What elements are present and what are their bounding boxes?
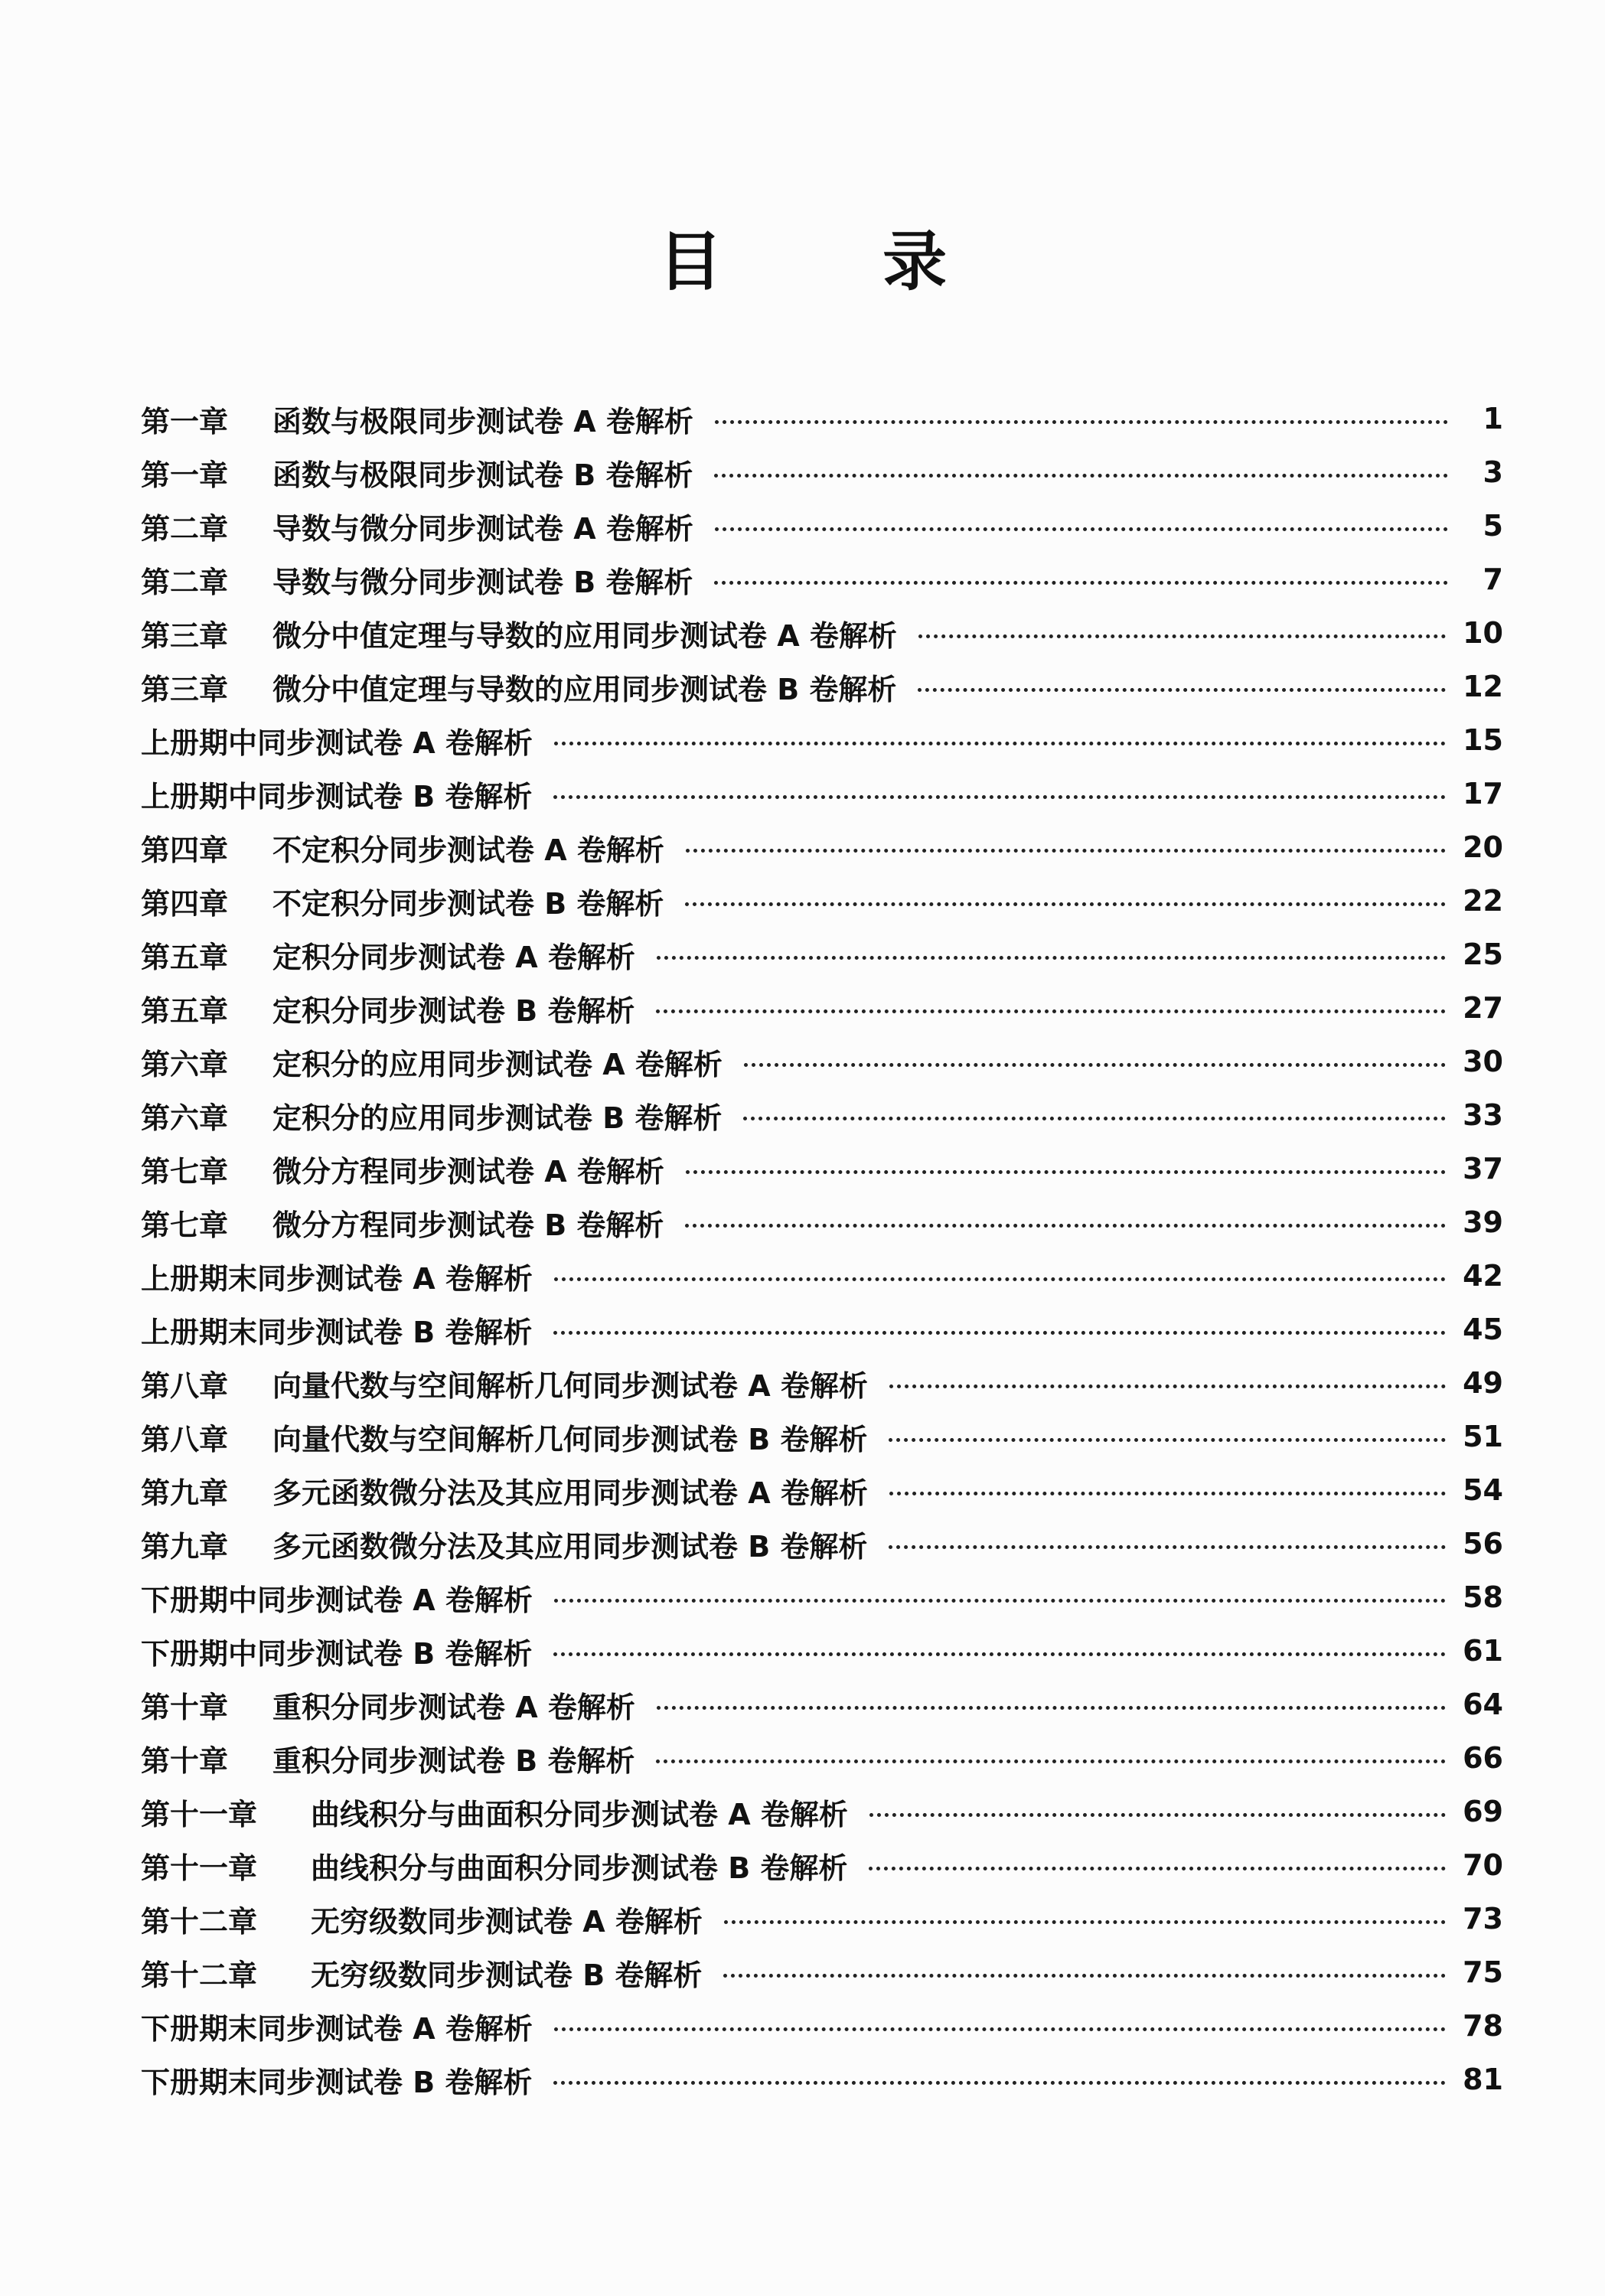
toc-entry-page-number: 58 [1463, 1580, 1503, 1614]
dot-leader [889, 1492, 1446, 1495]
toc-entry-chapter: 第十一章 [141, 1851, 258, 1885]
toc-entry-chapter: 第十二章 [141, 1958, 258, 1992]
dot-leader [553, 2081, 1446, 2085]
toc-entry-title: 微分中值定理与导数的应用同步测试卷 B 卷解析 [272, 672, 897, 706]
toc-entry-title: 多元函数微分法及其应用同步测试卷 A 卷解析 [272, 1476, 868, 1510]
toc-entry-page-number: 64 [1463, 1688, 1503, 1721]
toc-entry-page-number: 33 [1463, 1098, 1503, 1132]
toc-entry-title: 重积分同步测试卷 A 卷解析 [272, 1690, 635, 1724]
toc-entry-page-number: 1 [1483, 402, 1503, 435]
dot-leader [553, 795, 1446, 799]
toc-entry[interactable] [141, 1356, 1503, 1410]
dot-leader [715, 420, 1448, 424]
toc-entry[interactable] [141, 1463, 1503, 1517]
toc-entry[interactable] [141, 1570, 1503, 1624]
toc-entry-title: 曲线积分与曲面积分同步测试卷 B 卷解析 [311, 1851, 848, 1885]
toc-entry-chapter: 第五章 [141, 940, 229, 974]
toc-entry-title: 下册期末同步测试卷 B 卷解析 [141, 2065, 533, 2099]
toc-entry[interactable] [141, 1410, 1503, 1463]
toc-entry-chapter: 第十二章 [141, 1904, 258, 1939]
toc-entry[interactable] [141, 1517, 1503, 1570]
toc-entry[interactable] [141, 1035, 1503, 1088]
toc-entry-title: 下册期中同步测试卷 B 卷解析 [141, 1636, 533, 1671]
toc-entry-title: 向量代数与空间解析几何同步测试卷 A 卷解析 [272, 1368, 868, 1403]
dot-leader [656, 1760, 1446, 1763]
toc-entry-page-number: 70 [1463, 1848, 1503, 1882]
dot-leader [685, 902, 1446, 906]
toc-entry[interactable] [141, 981, 1503, 1035]
toc-entry-page-number: 7 [1483, 563, 1503, 596]
toc-entry-title: 微分方程同步测试卷 B 卷解析 [272, 1208, 664, 1242]
toc-entry-title: 函数与极限同步测试卷 B 卷解析 [272, 458, 693, 492]
toc-entry-title: 不定积分同步测试卷 A 卷解析 [272, 833, 664, 867]
dot-leader [554, 2027, 1446, 2031]
dot-leader [657, 1706, 1446, 1710]
toc-entry[interactable] [141, 499, 1503, 553]
toc-entry[interactable] [141, 1195, 1503, 1249]
toc-entry[interactable] [141, 874, 1503, 928]
toc-entry[interactable] [141, 553, 1503, 606]
toc-entry-page-number: 78 [1463, 2009, 1503, 2043]
dot-leader [657, 956, 1446, 960]
toc-entry-title: 微分中值定理与导数的应用同步测试卷 A 卷解析 [272, 618, 897, 653]
toc-entry[interactable] [141, 1249, 1503, 1303]
toc-entry-title: 无穷级数同步测试卷 A 卷解析 [311, 1904, 703, 1939]
toc-entry-title: 多元函数微分法及其应用同步测试卷 B 卷解析 [272, 1529, 868, 1564]
toc-entry-page-number: 49 [1463, 1366, 1503, 1400]
toc-entry-page-number: 66 [1463, 1741, 1503, 1775]
toc-entry-title: 导数与微分同步测试卷 B 卷解析 [272, 565, 693, 599]
dot-leader [554, 1277, 1446, 1281]
toc-entry-page-number: 20 [1463, 830, 1503, 864]
toc-entry-page-number: 27 [1463, 991, 1503, 1025]
toc-entry-page-number: 73 [1463, 1902, 1503, 1936]
toc-entry[interactable] [141, 713, 1503, 767]
dot-leader [715, 527, 1448, 531]
toc-entry-page-number: 45 [1463, 1313, 1503, 1346]
toc-entry-chapter: 第三章 [141, 672, 229, 706]
toc-entry-chapter: 第十章 [141, 1743, 229, 1778]
toc-entry[interactable] [141, 928, 1503, 981]
toc-entry[interactable] [141, 1838, 1503, 1892]
toc-entry[interactable] [141, 660, 1503, 713]
toc-entry-title: 上册期末同步测试卷 A 卷解析 [141, 1261, 533, 1296]
toc-entry-chapter: 第二章 [141, 511, 229, 546]
toc-entry-chapter: 第九章 [141, 1476, 229, 1510]
toc-entry-title: 导数与微分同步测试卷 A 卷解析 [272, 511, 693, 546]
toc-entry-chapter: 第七章 [141, 1154, 229, 1189]
toc-entry[interactable] [141, 767, 1503, 820]
dot-leader [714, 581, 1448, 585]
toc-entry-title: 定积分同步测试卷 B 卷解析 [272, 993, 635, 1028]
toc-entry-chapter: 第三章 [141, 618, 229, 653]
toc-entry[interactable] [141, 1088, 1503, 1142]
toc-entry[interactable] [141, 820, 1503, 874]
toc-entry-page-number: 56 [1463, 1527, 1503, 1561]
page-title: 目 录 [657, 224, 1016, 299]
toc-entry-page-number: 3 [1483, 455, 1503, 489]
toc-entry-chapter: 第五章 [141, 993, 229, 1028]
toc-entry-chapter: 第九章 [141, 1529, 229, 1564]
toc-entry[interactable] [141, 1731, 1503, 1785]
dot-leader [869, 1813, 1446, 1817]
toc-entry-page-number: 75 [1463, 1955, 1503, 1989]
toc-entry-title: 向量代数与空间解析几何同步测试卷 B 卷解析 [272, 1422, 868, 1456]
toc-entry[interactable] [141, 1303, 1503, 1356]
toc-entry-chapter: 第四章 [141, 886, 229, 921]
dot-leader [889, 1384, 1446, 1388]
toc-entry-chapter: 第二章 [141, 565, 229, 599]
toc-entry-page-number: 54 [1463, 1473, 1503, 1507]
dot-leader [656, 1009, 1446, 1013]
toc-entry-page-number: 17 [1463, 777, 1503, 810]
dot-leader [553, 1652, 1446, 1656]
toc-entry[interactable] [141, 2053, 1503, 2106]
toc-entry[interactable] [141, 606, 1503, 660]
toc-entry[interactable] [141, 1999, 1503, 2053]
toc-entry-title: 下册期末同步测试卷 A 卷解析 [141, 2011, 533, 2046]
dot-leader [743, 1117, 1446, 1120]
toc-entry-page-number: 22 [1463, 884, 1503, 918]
toc-entry-title: 上册期中同步测试卷 B 卷解析 [141, 779, 533, 814]
toc-entry-title: 微分方程同步测试卷 A 卷解析 [272, 1154, 664, 1189]
toc-entry-page-number: 42 [1463, 1259, 1503, 1293]
toc-entry-page-number: 81 [1463, 2063, 1503, 2096]
toc-entry-chapter: 第六章 [141, 1047, 229, 1081]
toc-entry-title: 上册期中同步测试卷 A 卷解析 [141, 726, 533, 760]
toc-entry-title: 上册期末同步测试卷 B 卷解析 [141, 1315, 533, 1349]
toc-entry-chapter: 第八章 [141, 1422, 229, 1456]
toc-entry[interactable] [141, 392, 1503, 445]
dot-leader [744, 1063, 1446, 1067]
dot-leader [724, 1920, 1446, 1924]
toc-entry-page-number: 37 [1463, 1152, 1503, 1186]
toc-entry-chapter: 第八章 [141, 1368, 229, 1403]
dot-leader [686, 849, 1446, 853]
dot-leader [553, 1331, 1446, 1335]
toc-entry[interactable] [141, 1142, 1503, 1195]
toc-entry-title: 函数与极限同步测试卷 A 卷解析 [272, 404, 693, 439]
toc-entry-title: 无穷级数同步测试卷 B 卷解析 [311, 1958, 703, 1992]
dot-leader [869, 1867, 1446, 1870]
dot-leader [918, 688, 1446, 692]
toc-entry-title: 定积分同步测试卷 A 卷解析 [272, 940, 635, 974]
toc-entry[interactable] [141, 1678, 1503, 1731]
toc-entry-chapter: 第十章 [141, 1690, 229, 1724]
toc-entry-page-number: 51 [1463, 1420, 1503, 1453]
toc-entry-chapter: 第一章 [141, 404, 229, 439]
toc-entry-page-number: 12 [1463, 670, 1503, 703]
toc-entry-chapter: 第六章 [141, 1101, 229, 1135]
dot-leader [685, 1224, 1446, 1228]
toc-entry-chapter: 第一章 [141, 458, 229, 492]
dot-leader [889, 1545, 1446, 1549]
toc-entry-page-number: 39 [1463, 1205, 1503, 1239]
toc-entry-page-number: 30 [1463, 1045, 1503, 1078]
dot-leader [714, 474, 1448, 478]
toc-entry-page-number: 69 [1463, 1795, 1503, 1828]
toc-entry[interactable] [141, 1892, 1503, 1945]
toc-entry-title: 定积分的应用同步测试卷 A 卷解析 [272, 1047, 723, 1081]
toc-entry-page-number: 61 [1463, 1634, 1503, 1668]
toc-entry-page-number: 25 [1463, 938, 1503, 971]
dot-leader [554, 742, 1446, 745]
dot-leader [554, 1599, 1446, 1603]
toc-entry[interactable] [141, 1624, 1503, 1678]
toc-entry-page-number: 15 [1463, 723, 1503, 757]
toc-entry-title: 重积分同步测试卷 B 卷解析 [272, 1743, 635, 1778]
toc-entry-title: 下册期中同步测试卷 A 卷解析 [141, 1583, 533, 1617]
toc-entry-chapter: 第七章 [141, 1208, 229, 1242]
toc-entry-title: 不定积分同步测试卷 B 卷解析 [272, 886, 664, 921]
toc-entry[interactable] [141, 1785, 1503, 1838]
toc-entry-title: 曲线积分与曲面积分同步测试卷 A 卷解析 [311, 1797, 848, 1831]
toc-entry[interactable] [141, 445, 1503, 499]
toc-entry-chapter: 第十一章 [141, 1797, 258, 1831]
dot-leader [686, 1170, 1446, 1174]
dot-leader [918, 634, 1446, 638]
table-of-contents [141, 392, 1503, 2106]
toc-entry-page-number: 10 [1463, 616, 1503, 650]
toc-entry-page-number: 5 [1483, 509, 1503, 543]
dot-leader [723, 1974, 1446, 1978]
toc-entry-title: 定积分的应用同步测试卷 B 卷解析 [272, 1101, 723, 1135]
dot-leader [889, 1438, 1446, 1442]
toc-entry-chapter: 第四章 [141, 833, 229, 867]
toc-entry[interactable] [141, 1945, 1503, 1999]
